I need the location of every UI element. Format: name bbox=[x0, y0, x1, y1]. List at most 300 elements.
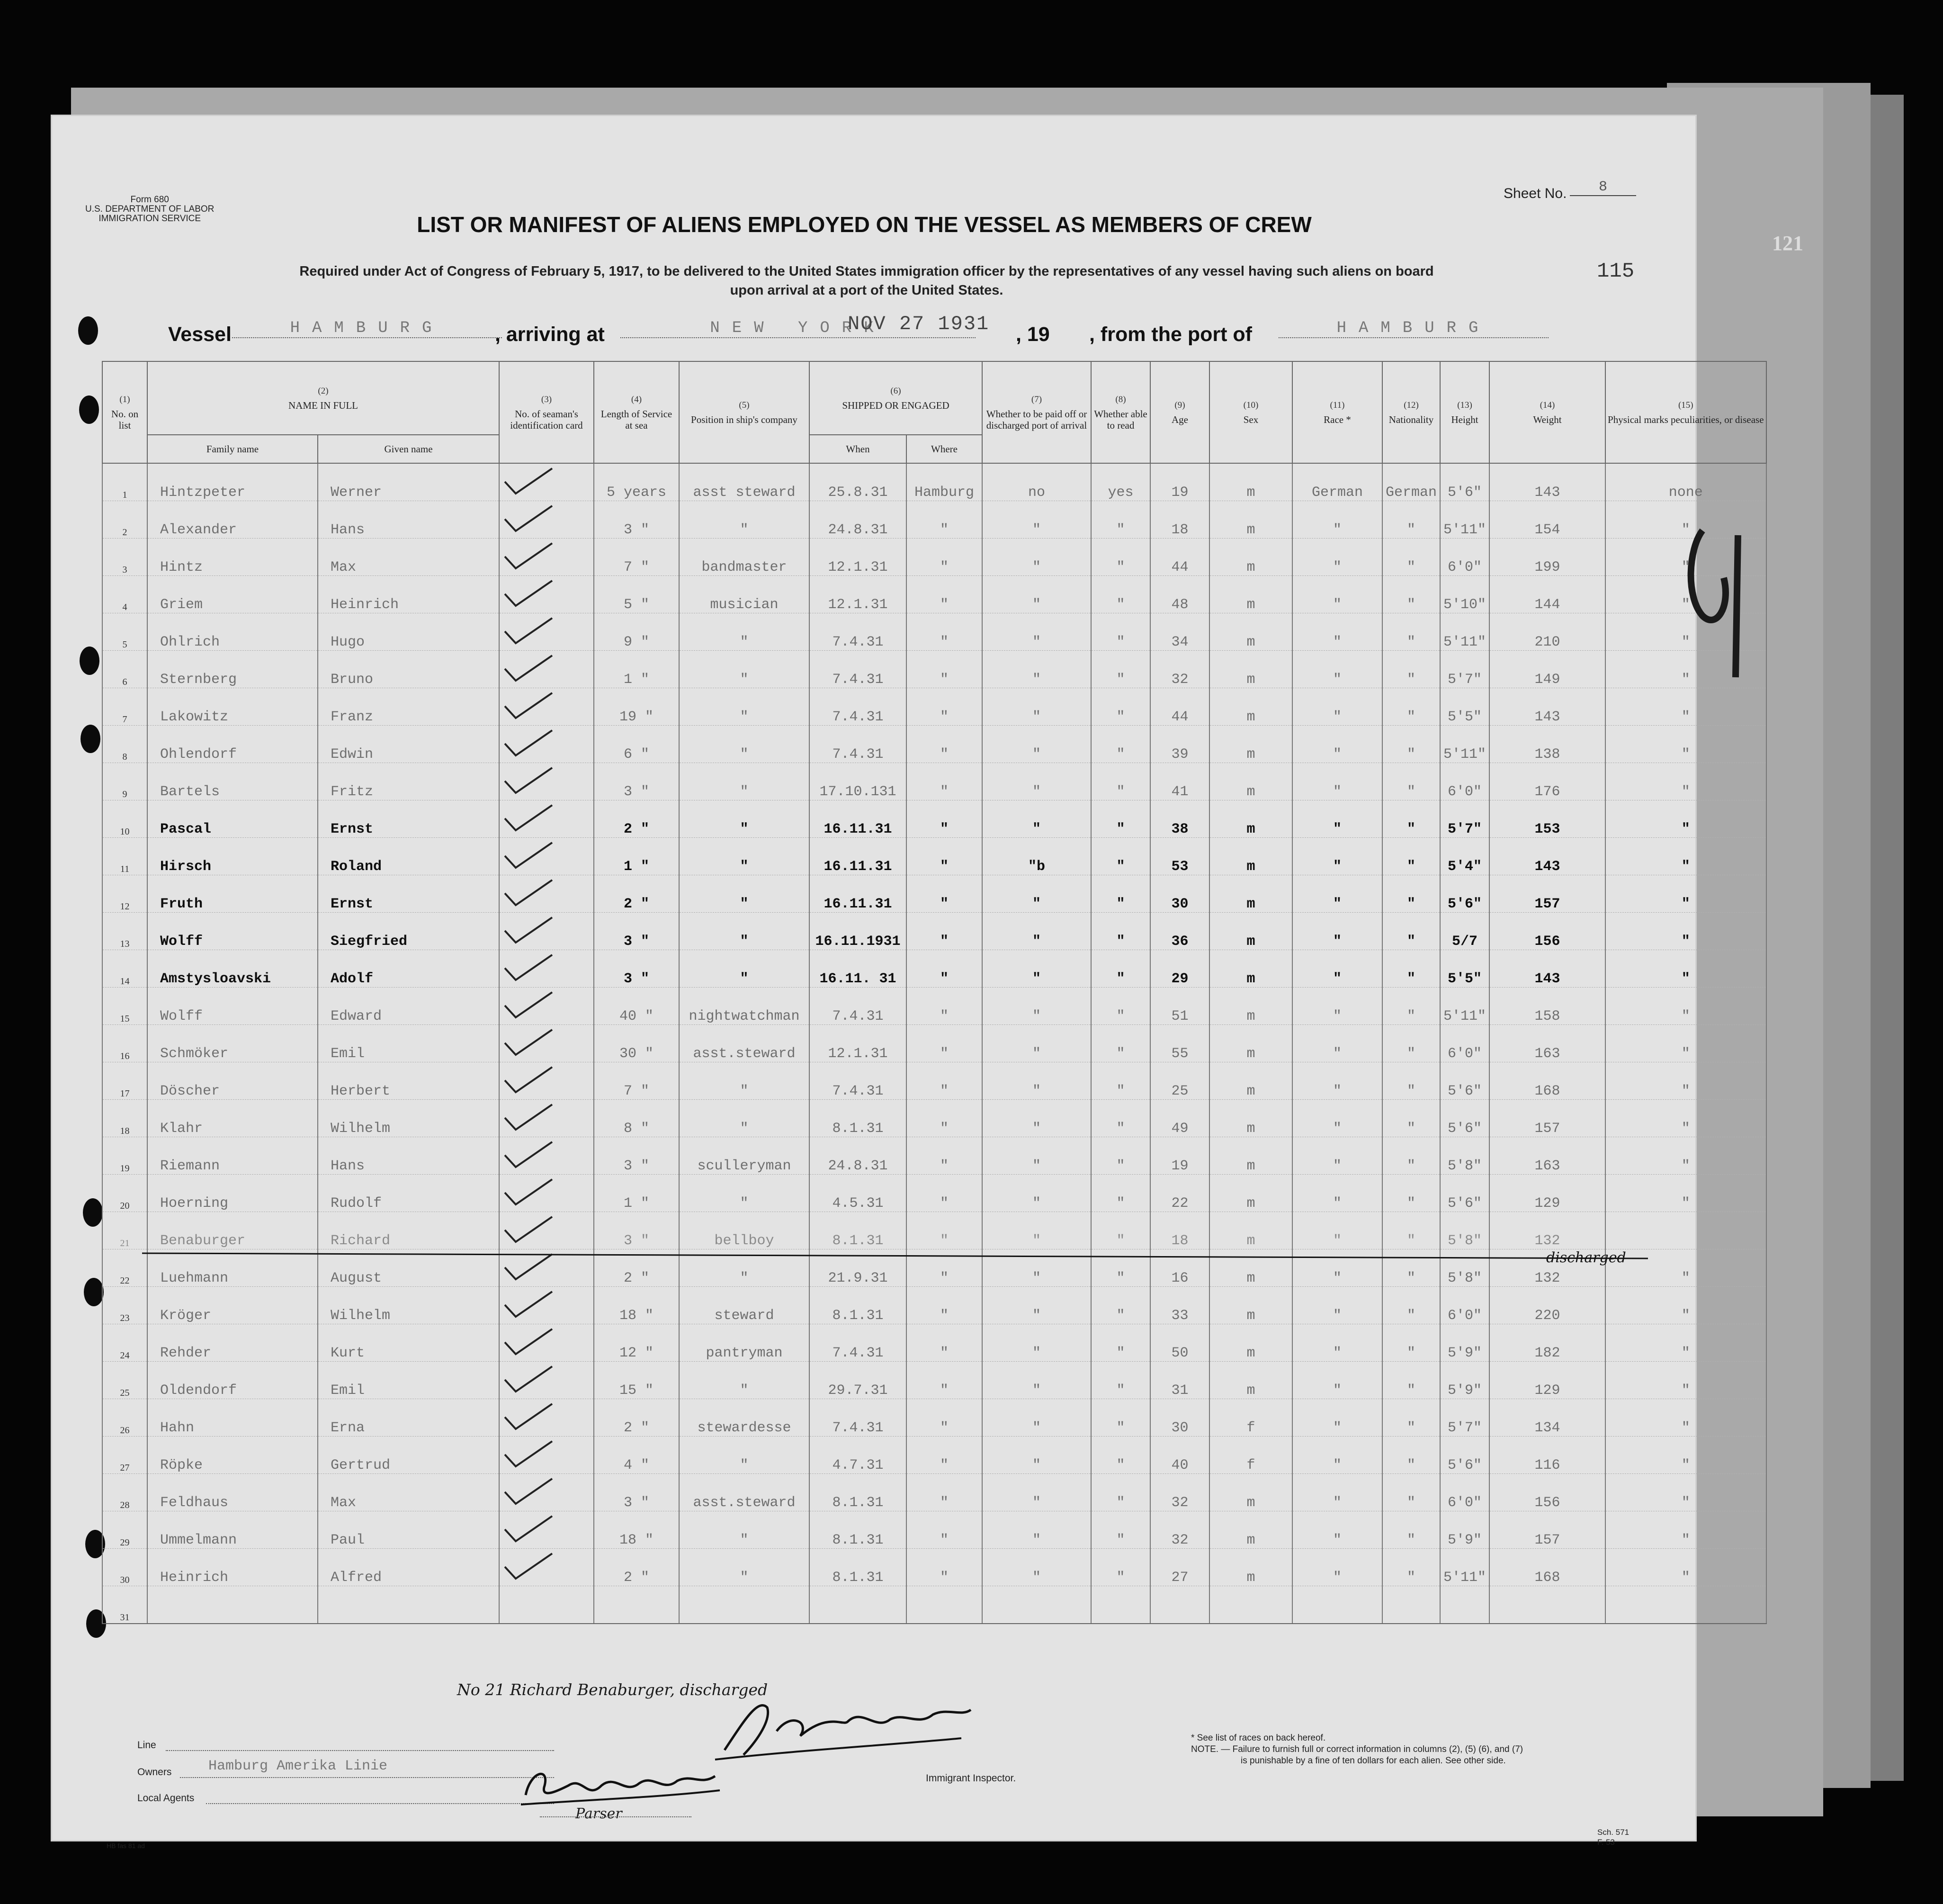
position-cell bbox=[679, 1586, 809, 1624]
race-cell: " bbox=[1292, 838, 1382, 875]
footnote-block bbox=[1191, 1733, 1617, 1767]
sex-cell: m bbox=[1209, 539, 1292, 576]
col-header-nationality: (12) Nationality bbox=[1382, 361, 1440, 463]
shipped-where-cell: " bbox=[906, 913, 982, 950]
table-row bbox=[102, 1399, 1766, 1437]
age-cell: 49 bbox=[1150, 1100, 1209, 1137]
weight-cell: 156 bbox=[1489, 913, 1605, 950]
position-cell: " bbox=[679, 501, 809, 539]
height-cell: 5'6" bbox=[1440, 1100, 1489, 1137]
line-label: Line bbox=[137, 1740, 156, 1751]
race-cell: " bbox=[1292, 763, 1382, 800]
height-cell: 5'10" bbox=[1440, 576, 1489, 613]
nationality-cell: " bbox=[1382, 1025, 1440, 1062]
given-name-cell: Edwin bbox=[318, 726, 499, 763]
binder-hole bbox=[79, 395, 99, 424]
row-number-cell: 1 bbox=[102, 463, 147, 501]
shipped-where-cell bbox=[906, 1586, 982, 1624]
shipped-when-cell: 7.4.31 bbox=[809, 1399, 906, 1437]
able-to-read-cell: " bbox=[1091, 1025, 1150, 1062]
nationality-cell: " bbox=[1382, 1511, 1440, 1549]
sex-cell: m bbox=[1209, 1025, 1292, 1062]
physical-marks-cell: " bbox=[1605, 1511, 1766, 1549]
length-of-service-cell: 2 " bbox=[594, 1549, 679, 1586]
family-name-cell: Ummelmann bbox=[147, 1511, 318, 1549]
sex-cell: m bbox=[1209, 875, 1292, 913]
row-number-cell: 7 bbox=[102, 688, 147, 726]
family-name-cell: Alexander bbox=[147, 501, 318, 539]
family-name-cell: Ohlendorf bbox=[147, 726, 318, 763]
nationality-cell: " bbox=[1382, 501, 1440, 539]
able-to-read-cell: " bbox=[1091, 950, 1150, 988]
row-number-cell: 4 bbox=[102, 576, 147, 613]
checkmark-icon bbox=[502, 767, 555, 795]
height-cell: 5'8" bbox=[1440, 1249, 1489, 1287]
sex-cell: f bbox=[1209, 1437, 1292, 1474]
length-of-service-cell: 6 " bbox=[594, 726, 679, 763]
given-name-cell: Rudolf bbox=[318, 1175, 499, 1212]
given-name-cell: Roland bbox=[318, 838, 499, 875]
nationality-cell: " bbox=[1382, 651, 1440, 688]
col-header-paid-off: (7) Whether to be paid off or discharged port of arrival bbox=[982, 361, 1091, 463]
physical-marks-cell: " bbox=[1605, 1062, 1766, 1100]
length-of-service-cell: 7 " bbox=[594, 539, 679, 576]
paid-off-cell: " bbox=[982, 1287, 1091, 1324]
shipped-where-cell: " bbox=[906, 1025, 982, 1062]
line-field bbox=[166, 1750, 554, 1751]
physical-marks-cell: " bbox=[1605, 1175, 1766, 1212]
row-number-cell: 23 bbox=[102, 1287, 147, 1324]
shipped-where-cell: " bbox=[906, 688, 982, 726]
height-cell: 6'0" bbox=[1440, 1287, 1489, 1324]
age-cell: 33 bbox=[1150, 1287, 1209, 1324]
shipped-where-cell: " bbox=[906, 576, 982, 613]
physical-marks-cell: " bbox=[1605, 651, 1766, 688]
family-name-cell: Feldhaus bbox=[147, 1474, 318, 1511]
shipped-when-cell: 8.1.31 bbox=[809, 1212, 906, 1249]
age-cell: 48 bbox=[1150, 576, 1209, 613]
table-row bbox=[102, 950, 1766, 988]
given-name-cell: Alfred bbox=[318, 1549, 499, 1586]
family-name-cell: Bartels bbox=[147, 763, 318, 800]
shipped-where-cell: " bbox=[906, 1549, 982, 1586]
family-name-cell: Fruth bbox=[147, 875, 318, 913]
shipped-where-cell: " bbox=[906, 1249, 982, 1287]
sex-cell: m bbox=[1209, 1062, 1292, 1100]
table-row bbox=[102, 1137, 1766, 1175]
table-row bbox=[102, 875, 1766, 913]
shipped-when-cell bbox=[809, 1586, 906, 1624]
length-of-service-cell: 1 " bbox=[594, 1175, 679, 1212]
row-number-cell: 11 bbox=[102, 838, 147, 875]
sex-cell: m bbox=[1209, 651, 1292, 688]
nationality-cell: " bbox=[1382, 1062, 1440, 1100]
row-number-cell: 14 bbox=[102, 950, 147, 988]
crew-manifest-table bbox=[102, 361, 1767, 1624]
given-name-cell: Erna bbox=[318, 1399, 499, 1437]
nationality-cell: " bbox=[1382, 950, 1440, 988]
sex-cell: m bbox=[1209, 463, 1292, 501]
age-cell: 30 bbox=[1150, 1399, 1209, 1437]
table-row bbox=[102, 763, 1766, 800]
position-cell: " bbox=[679, 1100, 809, 1137]
paid-off-cell: no bbox=[982, 463, 1091, 501]
age-cell: 39 bbox=[1150, 726, 1209, 763]
age-cell: 38 bbox=[1150, 800, 1209, 838]
weight-cell: 149 bbox=[1489, 651, 1605, 688]
family-name-cell: Ohlrich bbox=[147, 613, 318, 651]
height-cell: 6'0" bbox=[1440, 1474, 1489, 1511]
nationality-cell: German bbox=[1382, 463, 1440, 501]
shipped-where-cell: " bbox=[906, 800, 982, 838]
family-name-cell: Kröger bbox=[147, 1287, 318, 1324]
id-card-check-cell bbox=[499, 1399, 594, 1437]
parser-field bbox=[540, 1816, 691, 1817]
weight-cell: 168 bbox=[1489, 1549, 1605, 1586]
id-card-check-cell bbox=[499, 1100, 594, 1137]
table-row bbox=[102, 913, 1766, 950]
id-card-check-cell bbox=[499, 1437, 594, 1474]
age-cell: 19 bbox=[1150, 463, 1209, 501]
position-cell: pantryman bbox=[679, 1324, 809, 1362]
id-card-check-cell bbox=[499, 539, 594, 576]
row-number-cell: 24 bbox=[102, 1324, 147, 1362]
vessel-line bbox=[168, 313, 1551, 351]
family-name-cell: Hoerning bbox=[147, 1175, 318, 1212]
checkmark-icon bbox=[502, 1365, 555, 1394]
checkmark-icon bbox=[502, 580, 555, 608]
length-of-service-cell: 8 " bbox=[594, 1100, 679, 1137]
sheet-number-value: 8 bbox=[1570, 179, 1636, 196]
age-cell: 55 bbox=[1150, 1025, 1209, 1062]
length-of-service-cell: 2 " bbox=[594, 800, 679, 838]
sex-cell: m bbox=[1209, 501, 1292, 539]
paid-off-cell: " bbox=[982, 1474, 1091, 1511]
sex-cell: m bbox=[1209, 1287, 1292, 1324]
physical-marks-cell: " bbox=[1605, 501, 1766, 539]
table-row bbox=[102, 988, 1766, 1025]
length-of-service-cell: 1 " bbox=[594, 651, 679, 688]
height-cell: 5'7" bbox=[1440, 1399, 1489, 1437]
shipped-where-cell: " bbox=[906, 1437, 982, 1474]
height-cell: 5'9" bbox=[1440, 1362, 1489, 1399]
checkmark-icon bbox=[502, 1066, 555, 1095]
shipped-when-cell: 24.8.31 bbox=[809, 1137, 906, 1175]
given-name-cell: Ernst bbox=[318, 800, 499, 838]
id-card-check-cell bbox=[499, 913, 594, 950]
physical-marks-cell: " bbox=[1605, 1249, 1766, 1287]
page-stamp-121: 121 bbox=[1772, 232, 1803, 255]
sex-cell: m bbox=[1209, 1324, 1292, 1362]
nationality-cell: " bbox=[1382, 1549, 1440, 1586]
family-name-cell: Pascal bbox=[147, 800, 318, 838]
weight-cell: 132 bbox=[1489, 1249, 1605, 1287]
race-cell: " bbox=[1292, 988, 1382, 1025]
age-cell: 32 bbox=[1150, 1474, 1209, 1511]
row-number-cell: 5 bbox=[102, 613, 147, 651]
id-card-check-cell bbox=[499, 1362, 594, 1399]
checkmark-icon bbox=[502, 729, 555, 758]
position-cell: steward bbox=[679, 1287, 809, 1324]
family-name-cell: Heinrich bbox=[147, 1549, 318, 1586]
col-header-sex: (10) Sex bbox=[1209, 361, 1292, 463]
shipped-when-cell: 8.1.31 bbox=[809, 1511, 906, 1549]
shipped-where-cell: " bbox=[906, 1212, 982, 1249]
family-name-cell: Lakowitz bbox=[147, 688, 318, 726]
paid-off-cell: " bbox=[982, 651, 1091, 688]
sex-cell: m bbox=[1209, 1137, 1292, 1175]
checkmark-icon bbox=[502, 1328, 555, 1356]
height-cell: 6'0" bbox=[1440, 1025, 1489, 1062]
weight-cell: 143 bbox=[1489, 463, 1605, 501]
shipped-when-cell: 7.4.31 bbox=[809, 651, 906, 688]
col-header-race: (11) Race * bbox=[1292, 361, 1382, 463]
id-card-check-cell bbox=[499, 1324, 594, 1362]
paid-off-cell: " bbox=[982, 950, 1091, 988]
shipped-when-cell: 25.8.31 bbox=[809, 463, 906, 501]
position-cell: " bbox=[679, 875, 809, 913]
physical-marks-cell: " bbox=[1605, 1324, 1766, 1362]
position-cell: " bbox=[679, 1062, 809, 1100]
race-cell: " bbox=[1292, 1511, 1382, 1549]
shipped-where-cell: " bbox=[906, 501, 982, 539]
physical-marks-cell: " bbox=[1605, 838, 1766, 875]
race-cell: " bbox=[1292, 1212, 1382, 1249]
length-of-service-cell: 3 " bbox=[594, 501, 679, 539]
length-of-service-cell: 15 " bbox=[594, 1362, 679, 1399]
page-stamp-115: 115 bbox=[1597, 260, 1635, 283]
sex-cell: m bbox=[1209, 726, 1292, 763]
race-cell: " bbox=[1292, 576, 1382, 613]
able-to-read-cell: " bbox=[1091, 1324, 1150, 1362]
row-number-cell: 2 bbox=[102, 501, 147, 539]
year-prefix: , 19 bbox=[1016, 323, 1050, 346]
physical-marks-cell: " bbox=[1605, 1137, 1766, 1175]
weight-cell: 220 bbox=[1489, 1287, 1605, 1324]
position-cell: musician bbox=[679, 576, 809, 613]
length-of-service-cell: 3 " bbox=[594, 763, 679, 800]
length-of-service-cell: 2 " bbox=[594, 1249, 679, 1287]
able-to-read-cell: " bbox=[1091, 1100, 1150, 1137]
race-cell: " bbox=[1292, 726, 1382, 763]
race-cell: " bbox=[1292, 1399, 1382, 1437]
paid-off-cell: " bbox=[982, 800, 1091, 838]
shipped-when-cell: 4.5.31 bbox=[809, 1175, 906, 1212]
paid-off-cell: " bbox=[982, 1549, 1091, 1586]
able-to-read-cell bbox=[1091, 1586, 1150, 1624]
nationality-cell: " bbox=[1382, 800, 1440, 838]
footnote-fine: is punishable by a fine of ten dollars for each alien. See other side. bbox=[1241, 1756, 1506, 1766]
shipped-when-cell: 7.4.31 bbox=[809, 988, 906, 1025]
family-name-cell: Wolff bbox=[147, 913, 318, 950]
physical-marks-cell: " bbox=[1605, 875, 1766, 913]
id-card-check-cell bbox=[499, 800, 594, 838]
height-cell: 6'0" bbox=[1440, 539, 1489, 576]
position-cell: asst.steward bbox=[679, 1025, 809, 1062]
table-row bbox=[102, 1212, 1766, 1249]
col-header-given-name: Given name bbox=[318, 435, 499, 463]
paid-off-cell: " bbox=[982, 613, 1091, 651]
given-name-cell: Paul bbox=[318, 1511, 499, 1549]
row-number-cell: 9 bbox=[102, 763, 147, 800]
col-header-read: (8) Whether able to read bbox=[1091, 361, 1150, 463]
sex-cell: m bbox=[1209, 838, 1292, 875]
paid-off-cell: " bbox=[982, 1025, 1091, 1062]
nationality-cell: " bbox=[1382, 1249, 1440, 1287]
given-name-cell: Heinrich bbox=[318, 576, 499, 613]
id-card-check-cell bbox=[499, 1511, 594, 1549]
weight-cell: 143 bbox=[1489, 950, 1605, 988]
shipped-when-cell: 7.4.31 bbox=[809, 726, 906, 763]
nationality-cell: " bbox=[1382, 1212, 1440, 1249]
age-cell: 44 bbox=[1150, 688, 1209, 726]
checkmark-icon bbox=[502, 1178, 555, 1207]
race-cell: " bbox=[1292, 1474, 1382, 1511]
paid-off-cell: " bbox=[982, 875, 1091, 913]
id-card-check-cell bbox=[499, 1287, 594, 1324]
able-to-read-cell: " bbox=[1091, 1175, 1150, 1212]
nationality-cell: " bbox=[1382, 988, 1440, 1025]
shipped-when-cell: 16.11.31 bbox=[809, 875, 906, 913]
position-cell: " bbox=[679, 726, 809, 763]
id-card-check-cell bbox=[499, 988, 594, 1025]
row-number-cell: 21 bbox=[102, 1212, 147, 1249]
given-name-cell: Ernst bbox=[318, 875, 499, 913]
weight-cell: 168 bbox=[1489, 1062, 1605, 1100]
family-name-cell: Hirsch bbox=[147, 838, 318, 875]
id-card-check-cell bbox=[499, 1474, 594, 1511]
checkmark-icon bbox=[502, 991, 555, 1020]
sex-cell: m bbox=[1209, 576, 1292, 613]
able-to-read-cell: " bbox=[1091, 1399, 1150, 1437]
position-cell: bellboy bbox=[679, 1212, 809, 1249]
shipped-when-cell: 8.1.31 bbox=[809, 1474, 906, 1511]
shipped-when-cell: 7.4.31 bbox=[809, 688, 906, 726]
row-number-cell: 29 bbox=[102, 1511, 147, 1549]
weight-cell: 182 bbox=[1489, 1324, 1605, 1362]
physical-marks-cell: " bbox=[1605, 1399, 1766, 1437]
sex-cell: m bbox=[1209, 1100, 1292, 1137]
race-cell: " bbox=[1292, 688, 1382, 726]
col-header-when: When bbox=[809, 435, 906, 463]
checkmark-icon bbox=[502, 954, 555, 982]
id-card-check-cell bbox=[499, 501, 594, 539]
checkmark-icon bbox=[502, 692, 555, 720]
family-name-cell: Riemann bbox=[147, 1137, 318, 1175]
sex-cell: m bbox=[1209, 1511, 1292, 1549]
given-name-cell: Wilhelm bbox=[318, 1287, 499, 1324]
physical-marks-cell: " bbox=[1605, 539, 1766, 576]
age-cell: 16 bbox=[1150, 1249, 1209, 1287]
shipped-where-cell: " bbox=[906, 950, 982, 988]
age-cell: 29 bbox=[1150, 950, 1209, 988]
table-row bbox=[102, 576, 1766, 613]
binder-hole bbox=[84, 1278, 104, 1306]
sex-cell: m bbox=[1209, 1249, 1292, 1287]
table-row bbox=[102, 1474, 1766, 1511]
position-cell: " bbox=[679, 1175, 809, 1212]
race-cell: " bbox=[1292, 1324, 1382, 1362]
physical-marks-cell bbox=[1605, 1586, 1766, 1624]
nationality-cell: " bbox=[1382, 1437, 1440, 1474]
shipped-where-cell: " bbox=[906, 1287, 982, 1324]
age-cell: 30 bbox=[1150, 875, 1209, 913]
sex-cell: m bbox=[1209, 1362, 1292, 1399]
table-row bbox=[102, 800, 1766, 838]
age-cell: 32 bbox=[1150, 651, 1209, 688]
weight-cell: 176 bbox=[1489, 763, 1605, 800]
paid-off-cell: " bbox=[982, 501, 1091, 539]
able-to-read-cell: " bbox=[1091, 501, 1150, 539]
weight-cell: 134 bbox=[1489, 1399, 1605, 1437]
family-name-cell: Luehmann bbox=[147, 1249, 318, 1287]
discharged-annotation: discharged bbox=[1546, 1249, 1626, 1266]
col-header-id-card: (3) No. of seaman's identification card bbox=[499, 361, 594, 463]
sex-cell bbox=[1209, 1586, 1292, 1624]
weight-cell bbox=[1489, 1586, 1605, 1624]
length-of-service-cell: 40 " bbox=[594, 988, 679, 1025]
height-cell: 5'6" bbox=[1440, 463, 1489, 501]
table-row bbox=[102, 1586, 1766, 1624]
nationality-cell: " bbox=[1382, 1287, 1440, 1324]
table-row bbox=[102, 1287, 1766, 1324]
row-number-cell: 6 bbox=[102, 651, 147, 688]
physical-marks-cell: " bbox=[1605, 1474, 1766, 1511]
race-cell: " bbox=[1292, 800, 1382, 838]
able-to-read-cell: " bbox=[1091, 875, 1150, 913]
arriving-label: , arriving at bbox=[495, 323, 605, 346]
sex-cell: m bbox=[1209, 1175, 1292, 1212]
given-name-cell: Kurt bbox=[318, 1324, 499, 1362]
paid-off-cell: " bbox=[982, 1175, 1091, 1212]
id-card-check-cell bbox=[499, 1025, 594, 1062]
row-number-cell: 13 bbox=[102, 913, 147, 950]
checkmark-icon bbox=[502, 842, 555, 870]
paid-off-cell: " bbox=[982, 1324, 1091, 1362]
position-cell: " bbox=[679, 1511, 809, 1549]
shipped-where-cell: " bbox=[906, 1062, 982, 1100]
table-row bbox=[102, 1437, 1766, 1474]
height-cell: 5'11" bbox=[1440, 613, 1489, 651]
paid-off-cell: " bbox=[982, 1137, 1091, 1175]
physical-marks-cell: " bbox=[1605, 950, 1766, 988]
arriving-port: NEW YORK bbox=[620, 319, 976, 338]
position-cell: " bbox=[679, 838, 809, 875]
nationality-cell: " bbox=[1382, 726, 1440, 763]
weight-cell: 129 bbox=[1489, 1175, 1605, 1212]
id-card-check-cell bbox=[499, 1175, 594, 1212]
shipped-when-cell: 8.1.31 bbox=[809, 1100, 906, 1137]
given-name-cell: Hans bbox=[318, 1137, 499, 1175]
nationality-cell: " bbox=[1382, 576, 1440, 613]
weight-cell: 138 bbox=[1489, 726, 1605, 763]
able-to-read-cell: " bbox=[1091, 1062, 1150, 1100]
table-row bbox=[102, 838, 1766, 875]
paid-off-cell: " bbox=[982, 988, 1091, 1025]
physical-marks-cell: " bbox=[1605, 988, 1766, 1025]
given-name-cell: Gertrud bbox=[318, 1437, 499, 1474]
checkmark-icon bbox=[502, 916, 555, 945]
shipped-when-cell: 7.4.31 bbox=[809, 1324, 906, 1362]
checkmark-icon bbox=[502, 879, 555, 907]
height-cell: 5'11" bbox=[1440, 726, 1489, 763]
id-card-check-cell bbox=[499, 651, 594, 688]
id-card-check-cell bbox=[499, 875, 594, 913]
handwritten-discharge-note: No 21 Richard Benaburger, discharged bbox=[457, 1680, 768, 1699]
able-to-read-cell: " bbox=[1091, 988, 1150, 1025]
position-cell: " bbox=[679, 1249, 809, 1287]
shipped-where-cell: Hamburg bbox=[906, 463, 982, 501]
